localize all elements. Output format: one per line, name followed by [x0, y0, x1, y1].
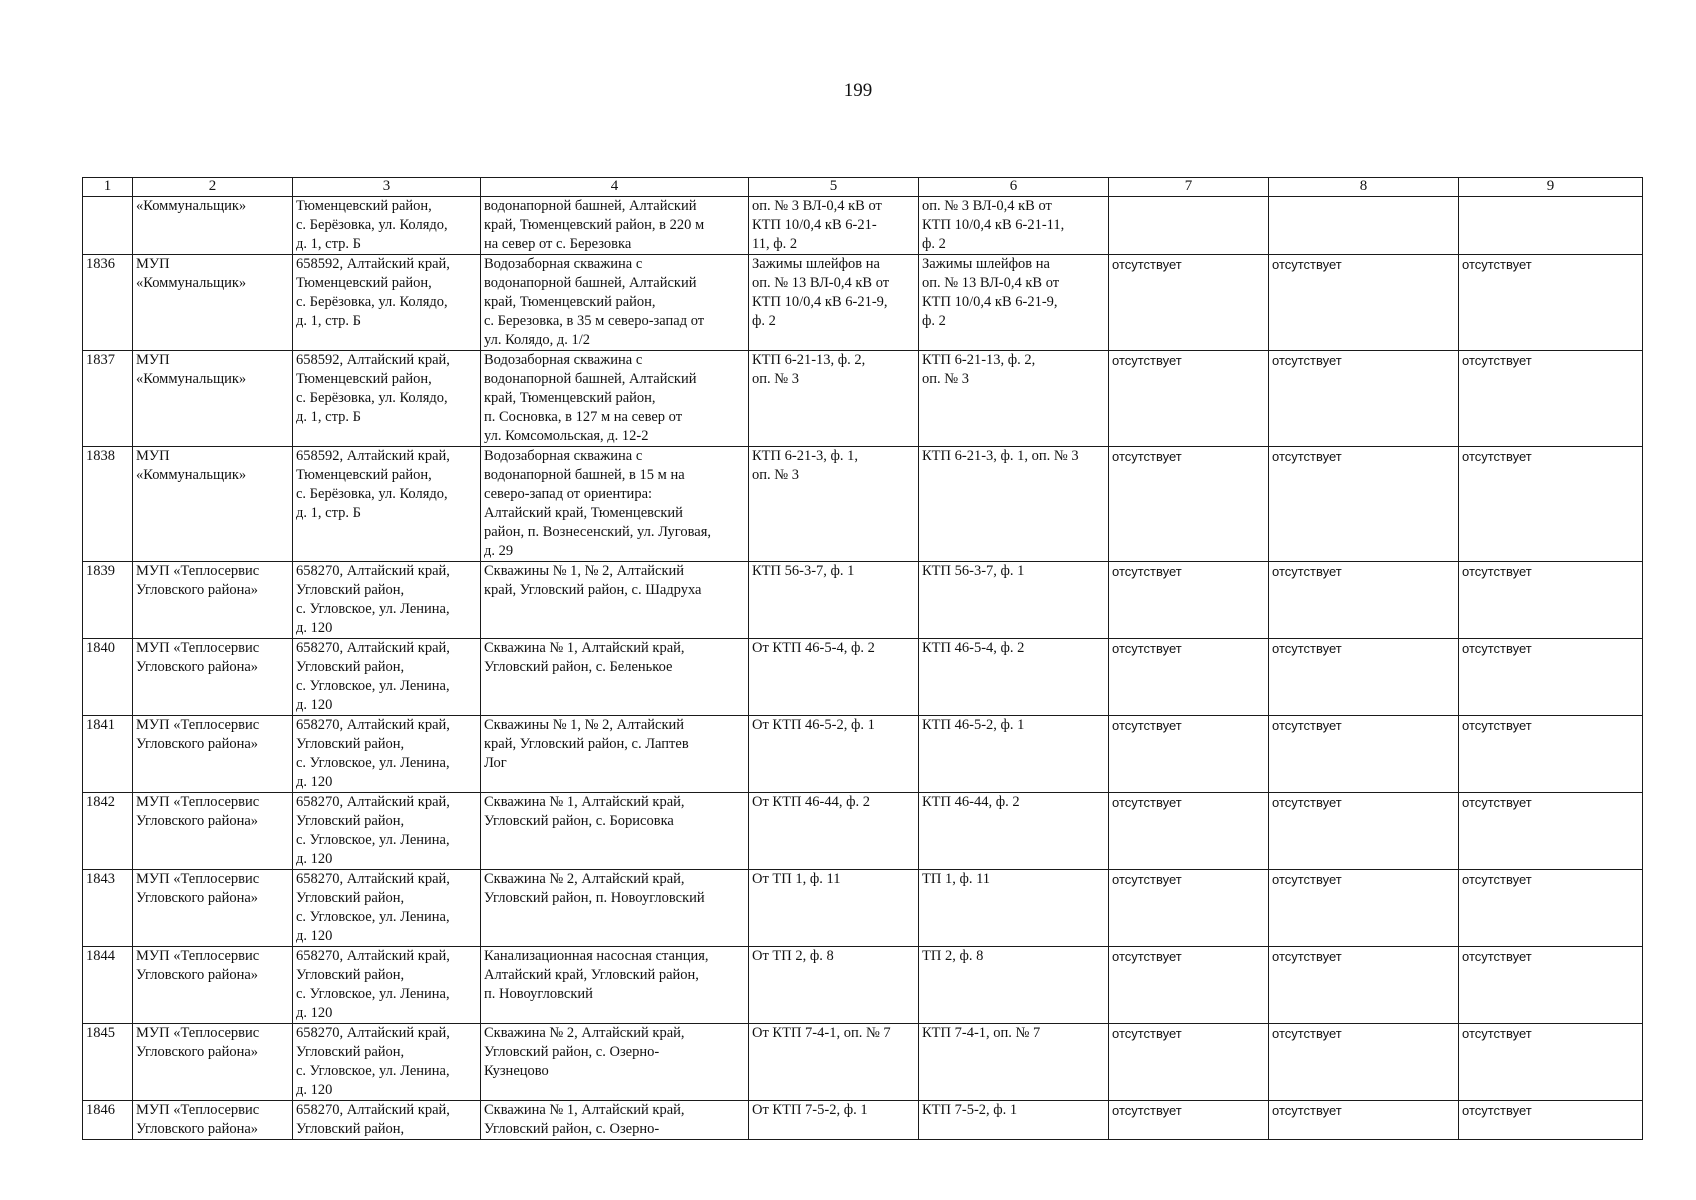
cell-line: От КТП 7-5-2, ф. 1 [752, 1102, 868, 1118]
cell-line: с. Берёзовка, ул. Колядо, [296, 486, 448, 502]
object-cell [481, 1101, 749, 1140]
cell-line: Угловский район, [296, 813, 405, 829]
object-cell [481, 947, 749, 1024]
connection-point-cell [749, 716, 919, 793]
cell-line: п. Сосновка, в 127 м на север от [484, 409, 683, 425]
cell-line: Угловский район, с. Озерно- [484, 1044, 660, 1060]
owner-cell [133, 197, 293, 255]
cell-line: Угловский район, с. Беленькое [484, 659, 673, 675]
cell-line: КТП 6-21-13, ф. 2, [922, 352, 1036, 368]
address-cell [293, 1024, 481, 1101]
cell-line: Алтайский край, Тюменцевский [484, 505, 683, 521]
row-number-cell: 1836 [83, 255, 133, 351]
cell-line: 658270, Алтайский край, [296, 717, 450, 733]
address-cell [293, 716, 481, 793]
cell-line: Алтайский край, Угловский район, [484, 967, 699, 983]
cell-line: д. 120 [296, 1082, 333, 1098]
connection-point-cell [749, 351, 919, 447]
table-row [83, 562, 1643, 639]
status-cell-c9: отсутствует [1459, 255, 1643, 351]
cell-line: КТП 10/0,4 кВ 6-21-9, [752, 294, 888, 310]
cell-line: Тюменцевский район, [296, 467, 432, 483]
cell-line: оп. № 3 ВЛ-0,4 кВ от [752, 198, 882, 214]
object-cell [481, 1024, 749, 1101]
table-row [83, 351, 1643, 447]
cell-line: Тюменцевский район, [296, 198, 432, 214]
row-number-cell: 1837 [83, 351, 133, 447]
cell-line: край, Угловский район, с. Лаптев [484, 736, 689, 752]
status-cell-c7: отсутствует [1109, 1024, 1269, 1101]
connection-point-cell [749, 447, 919, 562]
cell-line: ТП 2, ф. 8 [922, 948, 984, 964]
status-cell-c8: отсутствует [1269, 947, 1459, 1024]
cell-line: Скважины № 1, № 2, Алтайский [484, 563, 685, 579]
cell-line: КТП 7-5-2, ф. 1 [922, 1102, 1018, 1118]
cell-line: КТП 10/0,4 кВ 6-21-11, [922, 217, 1065, 233]
address-cell [293, 1101, 481, 1140]
connection-point-cell [749, 562, 919, 639]
row-number-cell: 1838 [83, 447, 133, 562]
address-cell [293, 255, 481, 351]
cell-line: КТП 56-3-7, ф. 1 [922, 563, 1025, 579]
object-cell [481, 351, 749, 447]
cell-line: ТП 1, ф. 11 [922, 871, 991, 887]
cell-line: Канализационная насосная станция, [484, 948, 709, 964]
cell-line: КТП 7-4-1, оп. № 7 [922, 1025, 1041, 1041]
cell-line: КТП 56-3-7, ф. 1 [752, 563, 855, 579]
cell-line: 658270, Алтайский край, [296, 871, 450, 887]
column-header: 2 [133, 178, 293, 197]
cell-line: д. 1, стр. Б [296, 409, 361, 425]
cell-line: д. 1, стр. Б [296, 505, 361, 521]
cell-line: ул. Колядо, д. 1/2 [484, 332, 591, 348]
boundary-point-cell [919, 562, 1109, 639]
cell-line: КТП 6-21-13, ф. 2, [752, 352, 866, 368]
cell-line: ф. 2 [922, 313, 946, 329]
table-row [83, 1024, 1643, 1101]
cell-line: Угловский район, [296, 659, 405, 675]
status-cell-c7: отсутствует [1109, 255, 1269, 351]
cell-line: Лог [484, 755, 507, 771]
cell-line: Угловский район, с. Озерно- [484, 1121, 660, 1137]
status-cell-c7: отсутствует [1109, 870, 1269, 947]
cell-line: МУП [136, 256, 170, 272]
cell-line: 658270, Алтайский край, [296, 563, 450, 579]
cell-line: водонапорной башней, Алтайский [484, 371, 697, 387]
status-cell-c7: отсутствует [1109, 947, 1269, 1024]
table-row [83, 1101, 1643, 1140]
connection-point-cell [749, 255, 919, 351]
cell-line: ф. 2 [752, 313, 776, 329]
cell-line: МУП «Теплосервис [136, 563, 260, 579]
column-header: 5 [749, 178, 919, 197]
cell-line: с. Угловское, ул. Ленина, [296, 909, 450, 925]
cell-line: край, Тюменцевский район, [484, 390, 656, 406]
cell-line: От КТП 7-4-1, оп. № 7 [752, 1025, 891, 1041]
cell-line: От КТП 46-44, ф. 2 [752, 794, 871, 810]
status-cell-c9: отсутствует [1459, 870, 1643, 947]
row-number-cell [83, 197, 133, 255]
boundary-point-cell [919, 351, 1109, 447]
cell-line: МУП «Теплосервис [136, 871, 260, 887]
cell-line: д. 1, стр. Б [296, 236, 361, 252]
cell-line: МУП [136, 448, 170, 464]
table-body [83, 197, 1643, 1140]
cell-line: Угловский район, [296, 1044, 405, 1060]
cell-line: Угловский район, [296, 890, 405, 906]
status-cell-c7: отсутствует [1109, 447, 1269, 562]
cell-line: «Коммунальщик» [136, 371, 247, 387]
cell-line: ф. 2 [922, 236, 946, 252]
status-cell-c8: отсутствует [1269, 793, 1459, 870]
cell-line: Угловский район, [296, 1121, 405, 1137]
cell-line: КТП 10/0,4 кВ 6-21-9, [922, 294, 1058, 310]
boundary-point-cell [919, 716, 1109, 793]
boundary-point-cell [919, 947, 1109, 1024]
table-row [83, 870, 1643, 947]
owner-cell [133, 255, 293, 351]
cell-line: «Коммунальщик» [136, 198, 247, 214]
owner-cell [133, 947, 293, 1024]
connection-point-cell [749, 197, 919, 255]
cell-line: край, Тюменцевский район, [484, 294, 656, 310]
status-cell-c7: отсутствует [1109, 562, 1269, 639]
object-cell [481, 562, 749, 639]
cell-line: д. 120 [296, 620, 333, 636]
boundary-point-cell [919, 870, 1109, 947]
address-cell [293, 351, 481, 447]
cell-line: КТП 46-44, ф. 2 [922, 794, 1020, 810]
owner-cell [133, 1101, 293, 1140]
row-number-cell: 1844 [83, 947, 133, 1024]
connection-point-cell [749, 870, 919, 947]
cell-line: Угловского района» [136, 813, 259, 829]
cell-line: «Коммунальщик» [136, 467, 247, 483]
cell-line: 658270, Алтайский край, [296, 948, 450, 964]
cell-line: КТП 10/0,4 кВ 6-21- [752, 217, 877, 233]
address-cell [293, 447, 481, 562]
table-row [83, 716, 1643, 793]
cell-line: оп. № 3 [752, 371, 799, 387]
status-cell-c8: отсутствует [1269, 447, 1459, 562]
cell-line: п. Новоугловский [484, 986, 593, 1002]
boundary-point-cell [919, 1101, 1109, 1140]
cell-line: северо-запад от ориентира: [484, 486, 653, 502]
owner-cell [133, 351, 293, 447]
owner-cell [133, 447, 293, 562]
cell-line: Скважина № 1, Алтайский край, [484, 1102, 685, 1118]
page-number: 199 [843, 80, 873, 101]
cell-line: Угловский район, с. Борисовка [484, 813, 674, 829]
boundary-point-cell [919, 639, 1109, 716]
connection-point-cell [749, 1024, 919, 1101]
cell-line: с. Угловское, ул. Ленина, [296, 601, 450, 617]
cell-line: Водозаборная скважина с [484, 448, 643, 464]
cell-line: Тюменцевский район, [296, 275, 432, 291]
boundary-point-cell [919, 793, 1109, 870]
row-number-cell: 1845 [83, 1024, 133, 1101]
status-cell-c8 [1269, 197, 1459, 255]
cell-line: 658270, Алтайский край, [296, 1102, 450, 1118]
column-header: 4 [481, 178, 749, 197]
status-cell-c9: отсутствует [1459, 947, 1643, 1024]
table-row [83, 197, 1643, 255]
status-cell-c9: отсутствует [1459, 447, 1643, 562]
owner-cell [133, 1024, 293, 1101]
status-cell-c9: отсутствует [1459, 1024, 1643, 1101]
cell-line: Угловского района» [136, 1121, 259, 1137]
cell-line: с. Березовка, в 35 м северо-запад от [484, 313, 705, 329]
cell-line: д. 120 [296, 928, 333, 944]
cell-line: с. Угловское, ул. Ленина, [296, 755, 450, 771]
status-cell-c8: отсутствует [1269, 1024, 1459, 1101]
column-header: 6 [919, 178, 1109, 197]
cell-line: 658592, Алтайский край, [296, 448, 450, 464]
cell-line: с. Берёзовка, ул. Колядо, [296, 390, 448, 406]
status-cell-c7: отсутствует [1109, 1101, 1269, 1140]
row-number-cell: 1846 [83, 1101, 133, 1140]
cell-line: Скважина № 1, Алтайский край, [484, 794, 685, 810]
row-number-cell: 1841 [83, 716, 133, 793]
cell-line: оп. № 3 [752, 467, 799, 483]
object-cell [481, 793, 749, 870]
cell-line: оп. № 3 [922, 371, 969, 387]
cell-line: край, Угловский район, с. Шадруха [484, 582, 702, 598]
connection-point-cell [749, 1101, 919, 1140]
cell-line: Скважина № 1, Алтайский край, [484, 640, 685, 656]
owner-cell [133, 793, 293, 870]
status-cell-c9: отсутствует [1459, 562, 1643, 639]
object-cell [481, 447, 749, 562]
cell-line: водонапорной башней, Алтайский [484, 198, 697, 214]
cell-line: на север от с. Березовка [484, 236, 632, 252]
cell-line: 11, ф. 2 [752, 236, 798, 252]
cell-line: Скважина № 2, Алтайский край, [484, 1025, 685, 1041]
object-cell [481, 639, 749, 716]
cell-line: КТП 46-5-4, ф. 2 [922, 640, 1025, 656]
cell-line: 658592, Алтайский край, [296, 352, 450, 368]
owner-cell [133, 639, 293, 716]
row-number-cell: 1842 [83, 793, 133, 870]
cell-line: оп. № 13 ВЛ-0,4 кВ от [922, 275, 1060, 291]
column-header: 7 [1109, 178, 1269, 197]
cell-line: Угловского района» [136, 582, 259, 598]
status-cell-c8: отсутствует [1269, 255, 1459, 351]
status-cell-c9: отсутствует [1459, 1101, 1643, 1140]
cell-line: Зажимы шлейфов на [752, 256, 880, 272]
cell-line: 658270, Алтайский край, [296, 1025, 450, 1041]
status-cell-c7 [1109, 197, 1269, 255]
object-cell [481, 870, 749, 947]
status-cell-c8: отсутствует [1269, 716, 1459, 793]
cell-line: От КТП 46-5-2, ф. 1 [752, 717, 875, 733]
status-cell-c9: отсутствует [1459, 793, 1643, 870]
cell-line: с. Берёзовка, ул. Колядо, [296, 294, 448, 310]
cell-line: Водозаборная скважина с [484, 352, 643, 368]
status-cell-c7: отсутствует [1109, 716, 1269, 793]
status-cell-c8: отсутствует [1269, 351, 1459, 447]
table-row [83, 639, 1643, 716]
connection-point-cell [749, 947, 919, 1024]
table-row [83, 947, 1643, 1024]
row-number-cell: 1839 [83, 562, 133, 639]
status-cell-c8: отсутствует [1269, 562, 1459, 639]
address-cell [293, 793, 481, 870]
address-cell [293, 947, 481, 1024]
object-cell [481, 197, 749, 255]
status-cell-c9: отсутствует [1459, 716, 1643, 793]
cell-line: МУП «Теплосервис [136, 794, 260, 810]
cell-line: д. 1, стр. Б [296, 313, 361, 329]
cell-line: «Коммунальщик» [136, 275, 247, 291]
cell-line: водонапорной башней, Алтайский [484, 275, 697, 291]
cell-line: район, п. Вознесенский, ул. Луговая, [484, 524, 712, 540]
cell-line: От КТП 46-5-4, ф. 2 [752, 640, 875, 656]
cell-line: с. Угловское, ул. Ленина, [296, 1063, 450, 1079]
row-number-cell: 1843 [83, 870, 133, 947]
cell-line: Угловского района» [136, 659, 259, 675]
address-cell [293, 870, 481, 947]
cell-line: Угловского района» [136, 890, 259, 906]
cell-line: с. Угловское, ул. Ленина, [296, 832, 450, 848]
status-cell-c9: отсутствует [1459, 351, 1643, 447]
cell-line: МУП [136, 352, 170, 368]
cell-line: водонапорной башней, в 15 м на [484, 467, 685, 483]
status-cell-c7: отсутствует [1109, 351, 1269, 447]
owner-cell [133, 870, 293, 947]
cell-line: с. Угловское, ул. Ленина, [296, 678, 450, 694]
column-header: 8 [1269, 178, 1459, 197]
row-number-cell: 1840 [83, 639, 133, 716]
cell-line: МУП «Теплосервис [136, 1025, 260, 1041]
column-header: 1 [83, 178, 133, 197]
cell-line: с. Угловское, ул. Ленина, [296, 986, 450, 1002]
cell-line: КТП 46-5-2, ф. 1 [922, 717, 1025, 733]
cell-line: Кузнецово [484, 1063, 549, 1079]
cell-line: д. 120 [296, 774, 333, 790]
boundary-point-cell [919, 197, 1109, 255]
cell-line: Скважины № 1, № 2, Алтайский [484, 717, 685, 733]
owner-cell [133, 562, 293, 639]
cell-line: д. 120 [296, 697, 333, 713]
object-cell [481, 716, 749, 793]
cell-line: Водозаборная скважина с [484, 256, 643, 272]
cell-line: МУП «Теплосервис [136, 948, 260, 964]
table-row [83, 255, 1643, 351]
cell-line: Угловский район, [296, 736, 405, 752]
cell-line: Угловского района» [136, 1044, 259, 1060]
column-header: 3 [293, 178, 481, 197]
connection-point-cell [749, 793, 919, 870]
status-cell-c9: отсутствует [1459, 639, 1643, 716]
cell-line: Скважина № 2, Алтайский край, [484, 871, 685, 887]
cell-line: КТП 6-21-3, ф. 1, оп. № 3 [922, 448, 1079, 464]
address-cell [293, 639, 481, 716]
cell-line: ул. Комсомольская, д. 12-2 [484, 428, 649, 444]
cell-line: д. 29 [484, 543, 514, 559]
object-cell [481, 255, 749, 351]
owner-cell [133, 716, 293, 793]
cell-line: Угловского района» [136, 967, 259, 983]
cell-line: оп. № 3 ВЛ-0,4 кВ от [922, 198, 1052, 214]
cell-line: 658592, Алтайский край, [296, 256, 450, 272]
status-cell-c9 [1459, 197, 1643, 255]
status-cell-c7: отсутствует [1109, 639, 1269, 716]
status-cell-c8: отсутствует [1269, 870, 1459, 947]
cell-line: оп. № 13 ВЛ-0,4 кВ от [752, 275, 890, 291]
cell-line: МУП «Теплосервис [136, 1102, 260, 1118]
cell-line: 658270, Алтайский край, [296, 794, 450, 810]
registry-table [82, 177, 1643, 1140]
cell-line: Тюменцевский район, [296, 371, 432, 387]
cell-line: МУП «Теплосервис [136, 640, 260, 656]
column-number-row [83, 178, 1643, 197]
connection-point-cell [749, 639, 919, 716]
cell-line: КТП 6-21-3, ф. 1, [752, 448, 859, 464]
cell-line: Угловский район, п. Новоугловский [484, 890, 705, 906]
cell-line: Угловского района» [136, 736, 259, 752]
table-row [83, 793, 1643, 870]
address-cell [293, 562, 481, 639]
cell-line: От ТП 1, ф. 11 [752, 871, 841, 887]
address-cell [293, 197, 481, 255]
boundary-point-cell [919, 447, 1109, 562]
status-cell-c7: отсутствует [1109, 793, 1269, 870]
cell-line: с. Берёзовка, ул. Колядо, [296, 217, 448, 233]
cell-line: 658270, Алтайский край, [296, 640, 450, 656]
cell-line: Угловский район, [296, 967, 405, 983]
cell-line: От ТП 2, ф. 8 [752, 948, 834, 964]
boundary-point-cell [919, 1024, 1109, 1101]
table-row [83, 447, 1643, 562]
status-cell-c8: отсутствует [1269, 639, 1459, 716]
column-header: 9 [1459, 178, 1643, 197]
cell-line: д. 120 [296, 1005, 333, 1021]
cell-line: д. 120 [296, 851, 333, 867]
cell-line: Зажимы шлейфов на [922, 256, 1050, 272]
boundary-point-cell [919, 255, 1109, 351]
cell-line: край, Тюменцевский район, в 220 м [484, 217, 705, 233]
cell-line: МУП «Теплосервис [136, 717, 260, 733]
cell-line: Угловский район, [296, 582, 405, 598]
status-cell-c8: отсутствует [1269, 1101, 1459, 1140]
